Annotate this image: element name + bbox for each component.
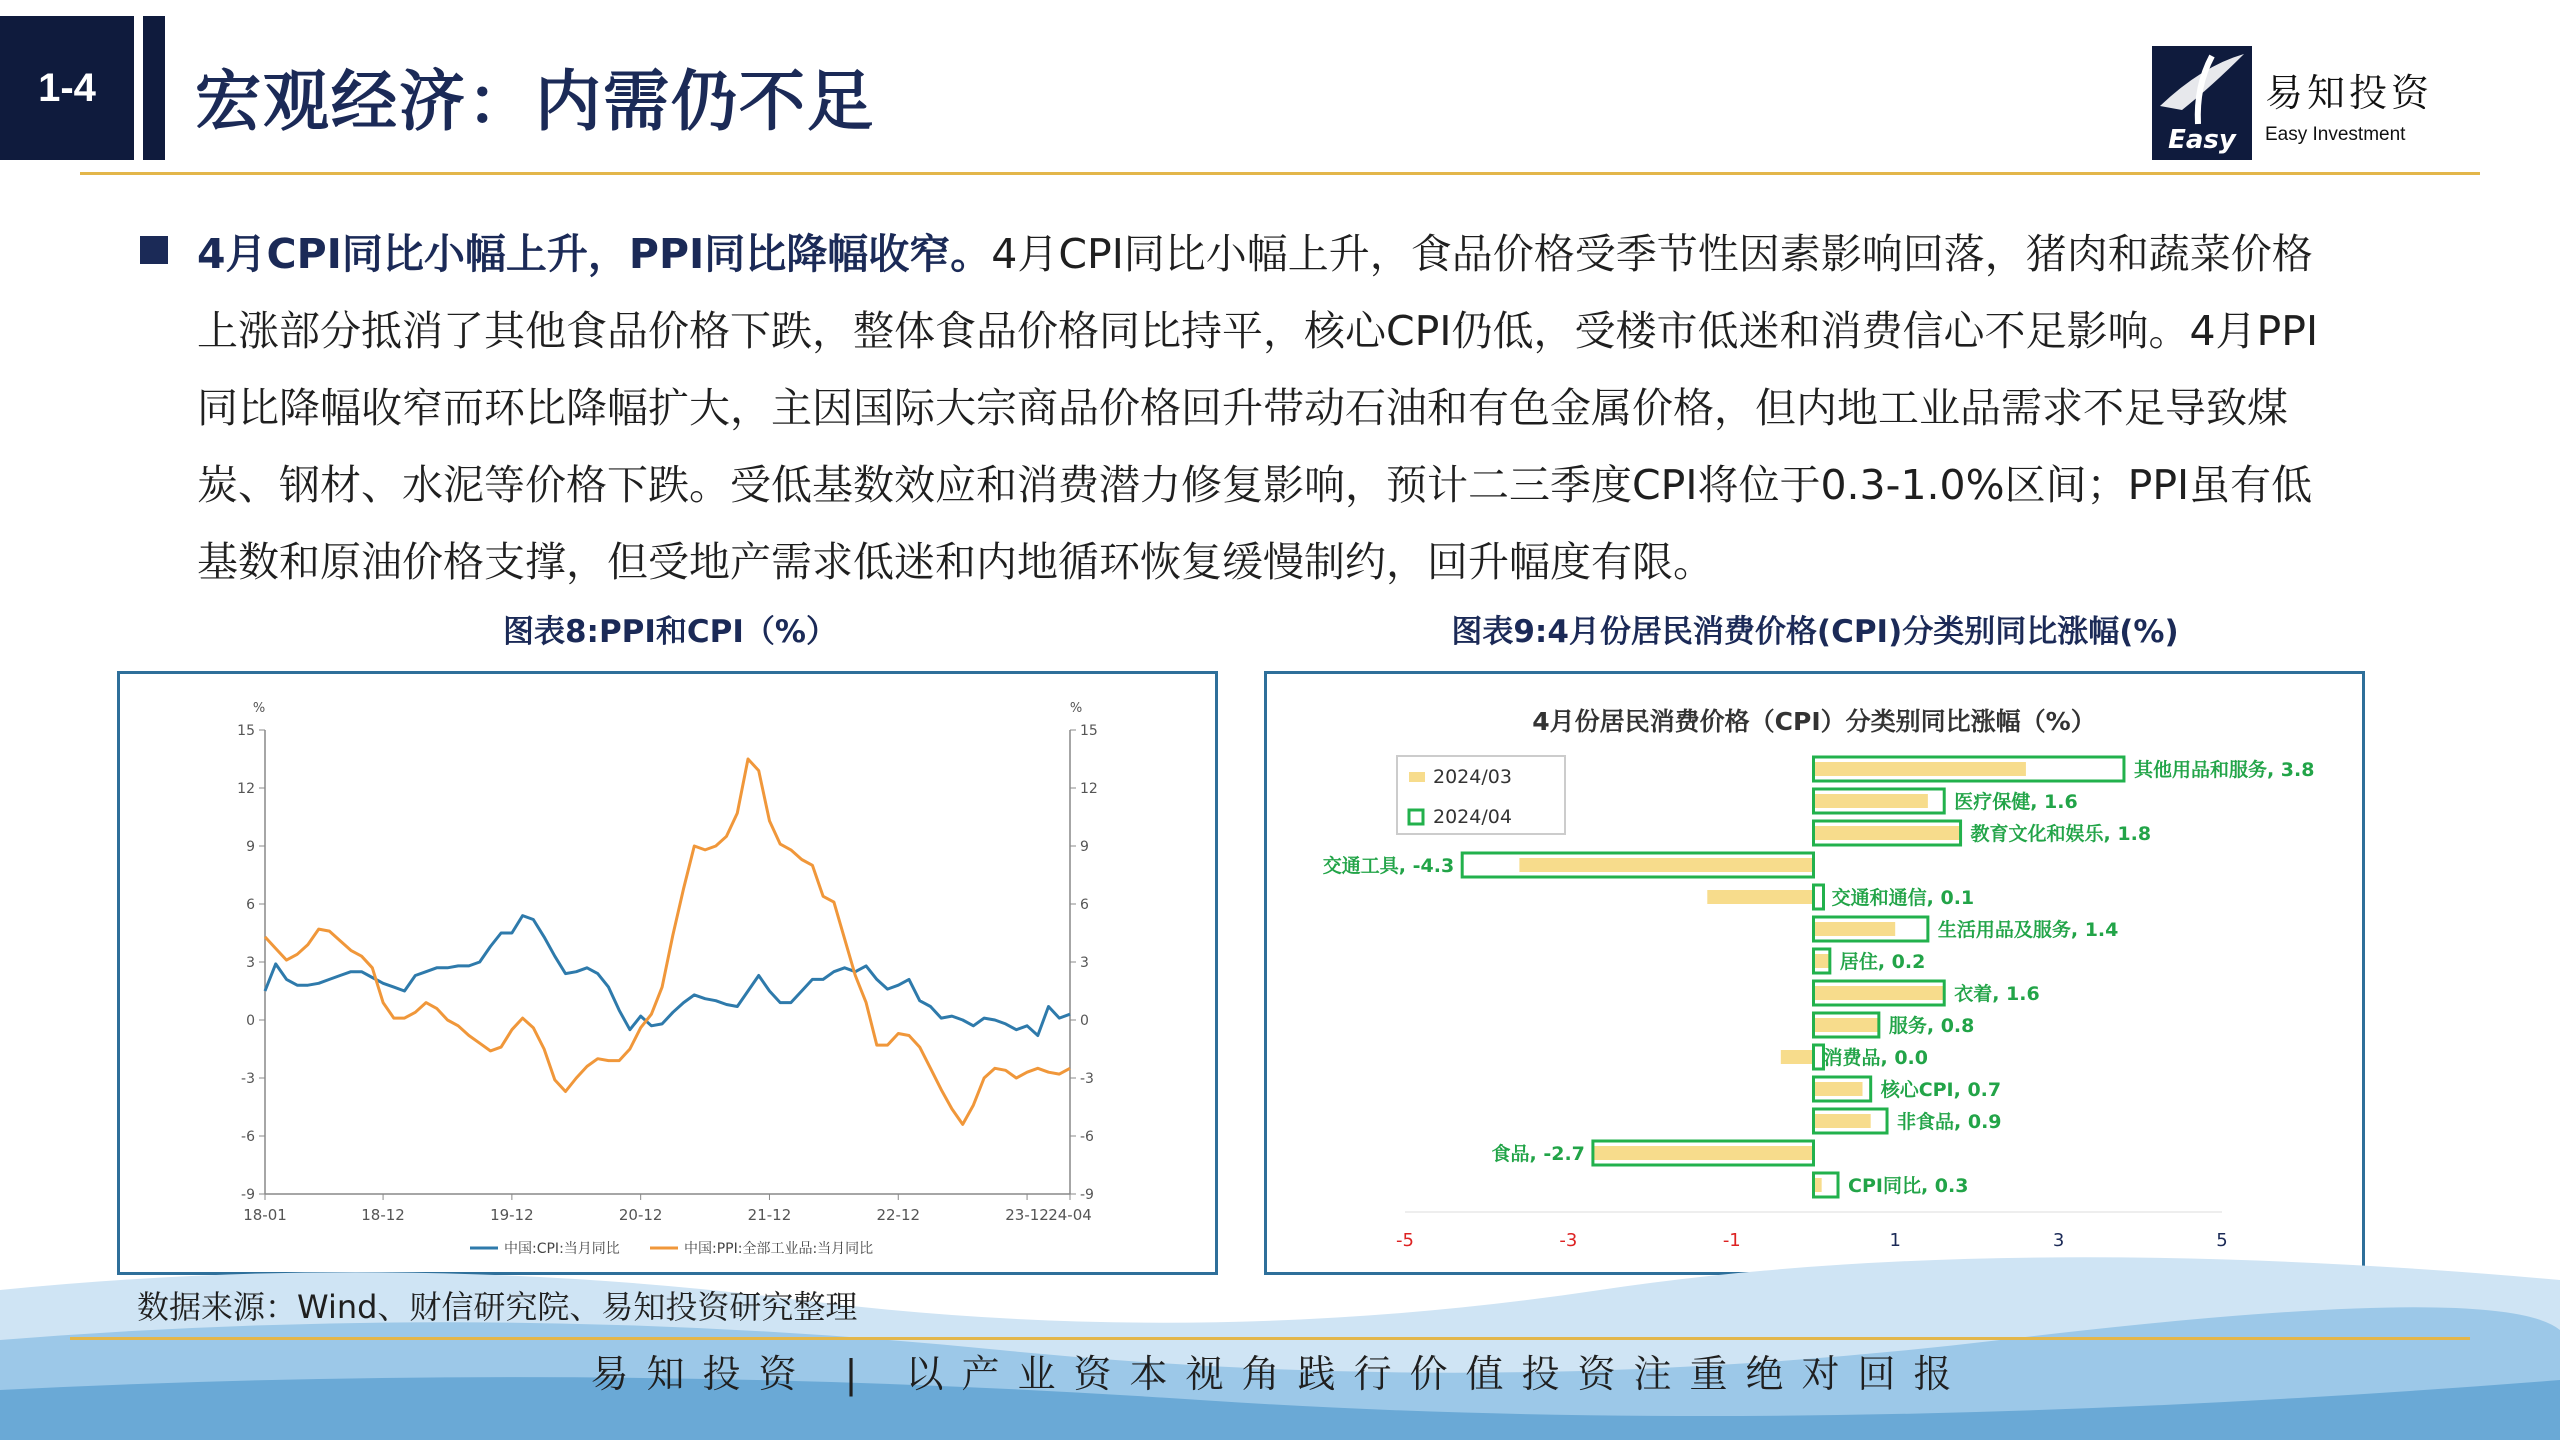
bar-data-label: 消费品, 0.0	[1823, 1047, 1928, 1069]
y-tick-label-right: -9	[1080, 1187, 1094, 1203]
bullet-icon	[140, 236, 168, 264]
bar-data-label: 医疗保健, 1.6	[1954, 791, 2078, 813]
bar-2024-03	[1519, 858, 1813, 872]
bar-data-label: 衣着, 1.6	[1954, 983, 2040, 1005]
bar-2024-03	[1814, 1114, 1871, 1128]
x-tick-label: 18-12	[361, 1206, 405, 1224]
logo-subtitle: Easy Investment	[2265, 124, 2406, 145]
y-tick-label-left: 12	[237, 781, 255, 797]
logo-icon	[2152, 46, 2252, 160]
bar-2024-03	[1593, 1146, 1814, 1160]
bar-data-label: 教育文化和娱乐, 1.8	[1970, 823, 2152, 845]
y-unit-right: %	[1069, 701, 1083, 716]
bar-data-label: 其他用品和服务, 3.8	[2133, 759, 2315, 781]
summary-body: 4月CPI同比小幅上升，食品价格受季节性因素影响回落，猪肉和蔬菜价格上涨部分抵消了其他食品价格下跌，整体食品价格同比持平，核心CPI仍低，受楼市低迷和消费信心不足影响。4月PPI同比降幅收窄而环比降幅扩大，主因国际大宗商品价格回升带动石油和有色金属价格，但内地工业品需求不足导致煤炭、钢材、水泥等价格下跌。受低基数效应和消费潜力修复影响，预计二三季度CPI将位于0.3-1.0%区间；PPI虽有低基数和原油价格支撑，但受地产需求低迷和内地循环恢复缓慢制约，回升幅度有限。	[197, 230, 2319, 586]
cpi-line	[265, 916, 1070, 1036]
bar-data-label: 服务, 0.8	[1888, 1015, 1975, 1037]
legend-label-2024-03: 2024/03	[1433, 766, 1512, 788]
bar-2024-03	[1814, 1082, 1863, 1096]
bar-2024-04	[1814, 885, 1824, 909]
x-tick-label: 5	[2216, 1230, 2228, 1251]
y-tick-label-right: 3	[1080, 955, 1089, 971]
y-tick-label-left: -6	[241, 1129, 255, 1145]
x-tick-label: -5	[1396, 1230, 1414, 1251]
x-tick-label: 22-12	[876, 1206, 921, 1224]
x-tick-label: 23-12	[1005, 1206, 1049, 1224]
cpi-category-bar-chart	[1267, 674, 2362, 1272]
x-tick-label: 24-04	[1048, 1206, 1092, 1224]
bar-2024-03	[1781, 1050, 1814, 1064]
y-tick-label-left: 3	[246, 955, 255, 971]
ppi-line	[265, 759, 1070, 1124]
header-divider	[80, 172, 2480, 175]
chart8-title: 图表8:PPI和CPI（%）	[502, 614, 837, 650]
y-tick-label-left: -3	[241, 1071, 255, 1087]
bar-data-label: 核心CPI, 0.7	[1880, 1079, 2002, 1101]
y-tick-label-left: 0	[246, 1013, 255, 1029]
chart9-frame	[1264, 671, 2365, 1275]
section-number: 1-4	[0, 16, 134, 160]
y-tick-label-left: 6	[246, 897, 255, 913]
ppi-cpi-line-chart	[120, 674, 1215, 1272]
source-note: 数据来源：Wind、财信研究院、易知投资研究整理	[137, 1288, 858, 1326]
y-tick-label-left: 15	[237, 723, 255, 739]
y-tick-label-right: -3	[1080, 1071, 1094, 1087]
y-tick-label-left: -9	[241, 1187, 255, 1203]
chart9-inner-title: 4月份居民消费价格（CPI）分类别同比涨幅（%）	[1532, 707, 2096, 736]
bar-2024-03	[1814, 986, 1945, 1000]
y-tick-label-left: 9	[246, 839, 255, 855]
x-tick-label: -1	[1722, 1230, 1741, 1251]
bar-2024-03	[1814, 794, 1928, 808]
y-tick-label-right: -6	[1080, 1129, 1094, 1145]
bar-data-label: 交通工具, -4.3	[1322, 855, 1455, 877]
bar-data-label: 居住, 0.2	[1839, 951, 1926, 973]
y-tick-label-right: 9	[1080, 839, 1089, 855]
chart8-frame	[117, 671, 1218, 1275]
page-title: 宏观经济：内需仍不足	[195, 63, 875, 140]
logo-name: 易知投资	[2265, 71, 2434, 115]
chart9-title: 图表9:4月份居民消费价格(CPI)分类别同比涨幅(%)	[1451, 614, 2179, 650]
y-tick-label-right: 0	[1080, 1013, 1089, 1029]
bar-2024-03	[1814, 954, 1830, 968]
bar-2024-03	[1707, 890, 1813, 904]
bar-data-label: 食品, -2.7	[1491, 1143, 1585, 1165]
legend-swatch-2024-03	[1409, 772, 1425, 782]
y-tick-label-right: 12	[1080, 781, 1098, 797]
y-unit-left: %	[252, 701, 266, 716]
summary-paragraph	[197, 216, 2347, 601]
summary-heading: 4月CPI同比小幅上升，PPI同比降幅收窄。	[197, 230, 992, 278]
bar-2024-04	[1814, 1045, 1824, 1069]
legend-label: 中国:PPI:全部工业品:当月同比	[684, 1241, 874, 1257]
header-accent-bar	[143, 16, 165, 160]
bar-data-label: 非食品, 0.9	[1897, 1111, 2002, 1133]
bar-2024-03	[1814, 922, 1896, 936]
bar-data-label: 交通和通信, 0.1	[1831, 887, 1975, 909]
logo-mark-text: Easy	[2168, 125, 2236, 155]
x-tick-label: 18-01	[243, 1206, 287, 1224]
bar-data-label: 生活用品及服务, 1.4	[1937, 919, 2119, 941]
bar-data-label: CPI同比, 0.3	[1848, 1175, 1969, 1197]
legend-label-2024-04: 2024/04	[1433, 806, 1512, 828]
x-tick-label: 21-12	[747, 1206, 792, 1224]
bar-2024-03	[1814, 1018, 1879, 1032]
x-tick-label: 3	[2052, 1230, 2065, 1251]
x-tick-label: -3	[1559, 1230, 1578, 1251]
y-tick-label-right: 6	[1080, 897, 1089, 913]
legend-label: 中国:CPI:当月同比	[504, 1241, 620, 1257]
x-tick-label: 1	[1889, 1230, 1901, 1251]
y-tick-label-right: 15	[1080, 723, 1098, 739]
bar-2024-03	[1814, 826, 1961, 840]
bar-2024-03	[1814, 762, 2026, 776]
footer-slogan: 易知投资 | 以产业资本视角践行价值投资注重绝对回报	[590, 1352, 1970, 1396]
x-tick-label: 20-12	[618, 1206, 663, 1224]
x-tick-label: 19-12	[490, 1206, 534, 1224]
footer-divider	[70, 1337, 2470, 1340]
